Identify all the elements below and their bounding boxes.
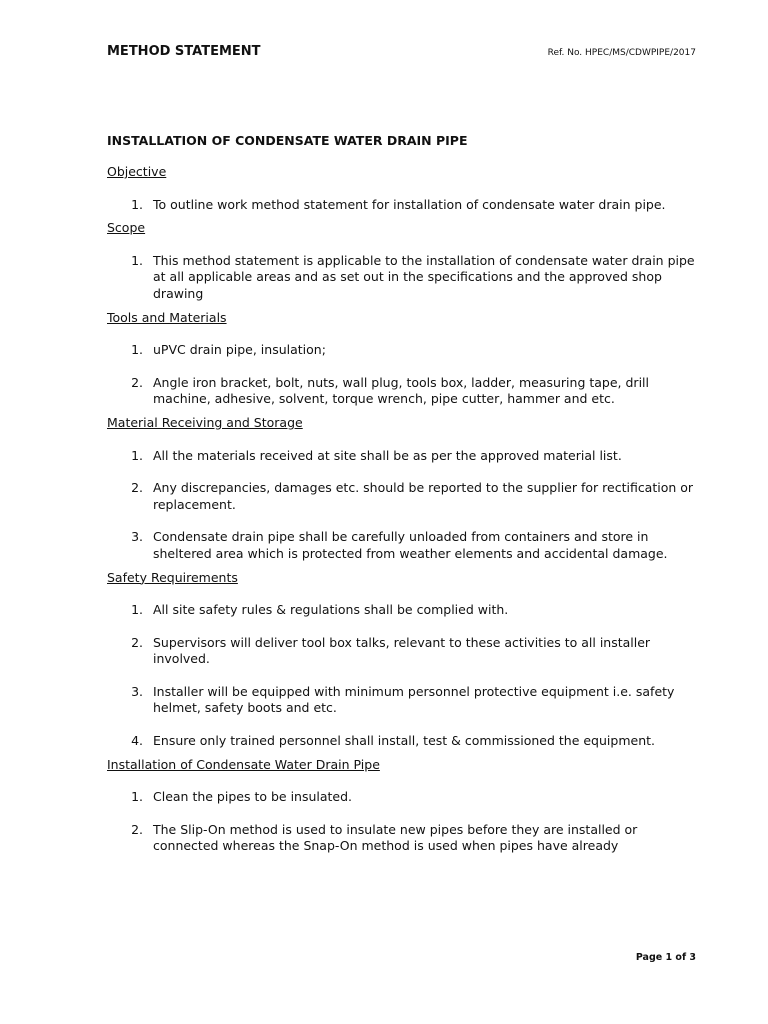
section-heading: Material Receiving and Storage: [107, 414, 303, 430]
list-item: [107, 635, 703, 668]
section-heading: Scope: [107, 220, 146, 236]
numbered-list: [107, 602, 703, 750]
section-heading: Objective: [107, 164, 167, 179]
list-item: [107, 253, 703, 303]
header-title: METHOD STATEMENT: [107, 44, 261, 59]
list-item-text: uPVC drain pipe, insulation;: [153, 342, 326, 358]
list-item-number: 2.: [131, 634, 143, 650]
page-number: Page 1 of 3: [635, 952, 696, 963]
list-item: [107, 375, 703, 408]
numbered-list: [107, 253, 703, 303]
numbered-list: [107, 448, 703, 563]
list-item-number: 2.: [131, 480, 143, 496]
list-item-number: 2.: [131, 821, 143, 837]
list-item-text: Condensate drain pipe shall be carefully unloaded from containers and store in sheltered area which is protected from weather elements and accidental damage.: [153, 529, 668, 561]
list-item-text: Installer will be equipped with minimum personnel protective equipment i.e. safety helmet, safety boots and etc.: [153, 683, 675, 716]
list-item-number: 1.: [131, 252, 143, 268]
numbered-list: [107, 197, 703, 214]
list-item-text: Any discrepancies, damages etc. should be reported to the supplier for rectification or replacement.: [153, 480, 694, 512]
list-item: [107, 684, 703, 717]
list-item: [107, 197, 703, 214]
list-item-text: Ensure only trained personnel shall install, test & commissioned the equipment.: [153, 733, 655, 749]
reference-number: Ref. No. HPEC/MS/CDWPIPE/2017: [547, 48, 696, 58]
section-heading: Safety Requirements: [107, 569, 238, 585]
document-body: [107, 164, 703, 855]
list-item-text: The Slip-On method is used to insulate new pipes before they are installed or connected whereas the Snap-On method is used when pipes have already: [153, 821, 638, 854]
list-item-number: 3.: [131, 529, 143, 545]
section-heading: Installation of Condensate Water Drain Pipe: [107, 756, 380, 772]
list-item-text: To outline work method statement for installation of condensate water drain pipe.: [153, 196, 666, 212]
list-item-number: 3.: [131, 683, 143, 699]
list-item-number: 4.: [131, 733, 143, 749]
list-item: [107, 789, 703, 806]
list-item-text: Supervisors will deliver tool box talks, relevant to these activities to all installer involved.: [153, 634, 651, 667]
list-item-number: 1.: [131, 602, 143, 618]
list-item: [107, 602, 703, 619]
list-item-number: 1.: [131, 789, 143, 805]
list-item: [107, 529, 703, 562]
list-item: [107, 733, 703, 750]
numbered-list: [107, 342, 703, 408]
list-item-text: Angle iron bracket, bolt, nuts, wall plug, tools box, ladder, measuring tape, drill machine, adhesive, solvent, torque wrench, pipe cutter, hammer and etc.: [153, 374, 649, 407]
list-item-number: 1.: [131, 342, 143, 358]
list-item-text: All site safety rules & regulations shall be complied with.: [153, 602, 509, 618]
list-item-number: 1.: [131, 196, 143, 212]
list-item-number: 2.: [131, 374, 143, 390]
list-item: [107, 448, 703, 465]
document-title: INSTALLATION OF CONDENSATE WATER DRAIN PIPE: [107, 133, 468, 148]
list-item: [107, 822, 703, 855]
list-item-text: Clean the pipes to be insulated.: [153, 789, 353, 805]
section-heading: Tools and Materials: [107, 309, 227, 325]
list-item: [107, 342, 703, 359]
list-item: [107, 480, 703, 513]
numbered-list: [107, 789, 703, 855]
list-item-text: All the materials received at site shall be as per the approved material list.: [153, 447, 622, 463]
list-item-text: This method statement is applicable to the installation of condensate water drain pipe at all applicable areas and as set out in the specifications and the approved shop drawing: [153, 252, 695, 301]
list-item-number: 1.: [131, 447, 143, 463]
